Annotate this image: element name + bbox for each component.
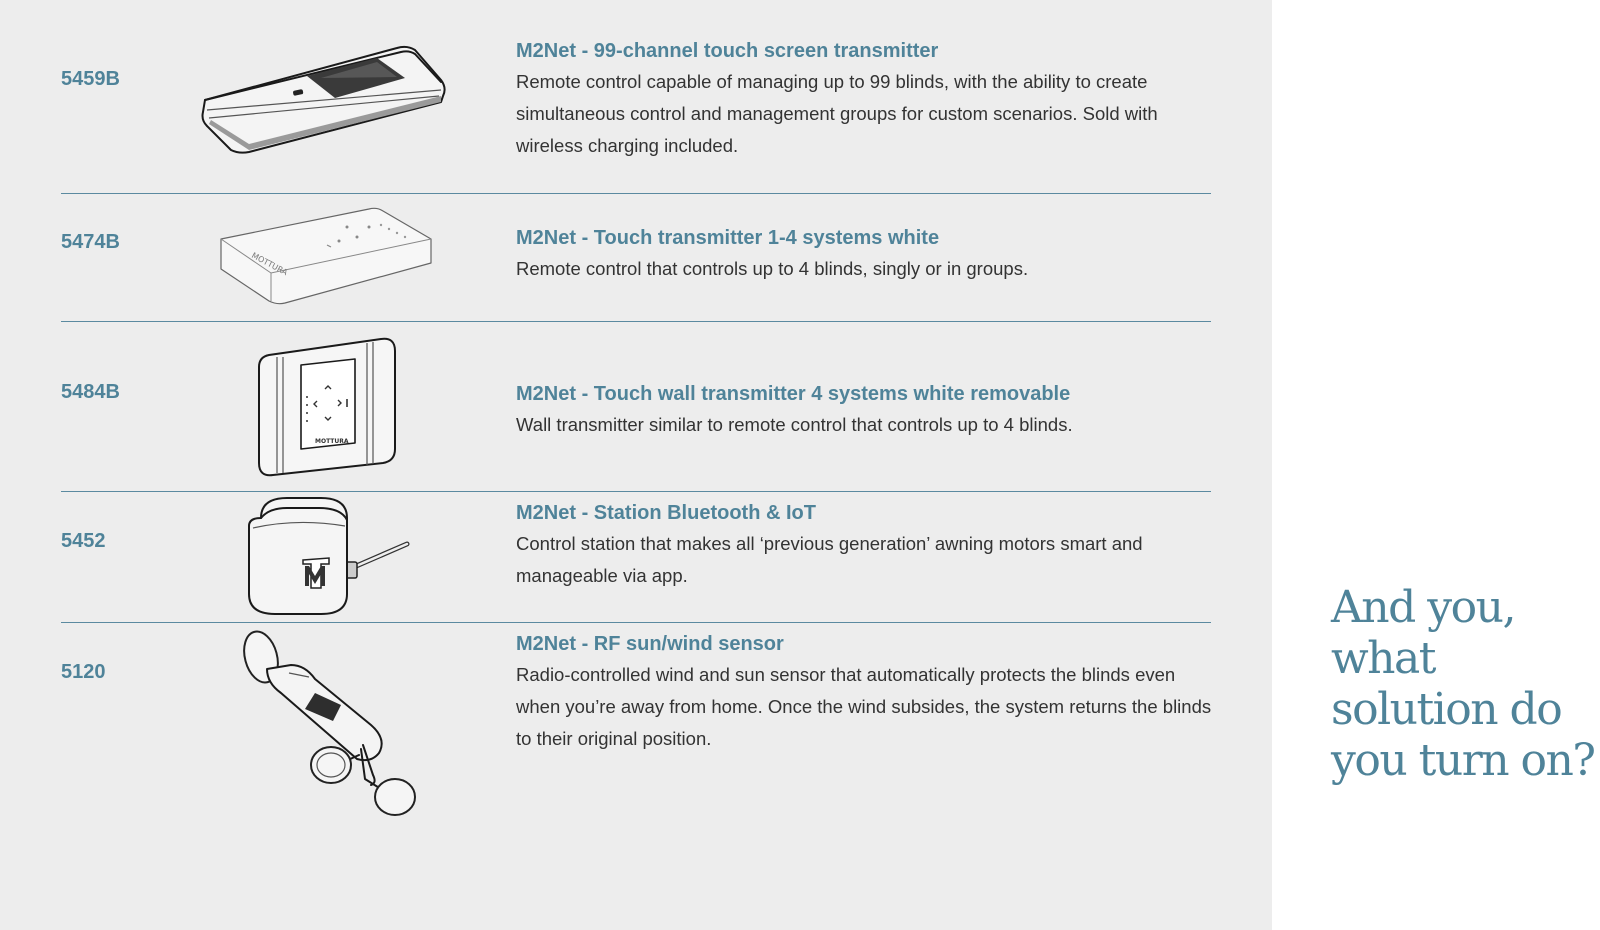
sun-wind-sensor-illustration [241,629,431,817]
product-row [61,36,1211,176]
product-code: 5474B [61,231,120,253]
bluetooth-station-illustration [247,498,417,618]
touch-screen-remote-illustration [201,40,451,152]
product-description: Radio-controlled wind and sun sensor that automatically protects the blinds even when you’re away from home. Once the wind subsides, the system returns the blinds to their original position. [516,664,1212,749]
product-title: M2Net - 99-channel touch screen transmitter [516,40,939,62]
tagline: And you, what solution do you turn on? [1331,582,1595,786]
product-text [516,629,1216,755]
product-row [61,629,1211,819]
product-code: 5120 [61,661,106,683]
product-title: M2Net - Touch transmitter 1-4 systems white [516,227,940,249]
product-text [516,379,1216,441]
product-code: 5452 [61,530,106,552]
product-code: 5459B [61,68,120,90]
product-text [516,36,1216,162]
row-divider [61,491,1211,492]
product-text [516,498,1216,592]
product-row [61,205,1211,315]
product-text [516,223,1216,285]
row-divider [61,321,1211,322]
product-code: 5484B [61,381,120,403]
product-title: M2Net - Station Bluetooth & IoT [516,502,816,524]
touch-remote-white-illustration [219,207,439,309]
product-description: Control station that makes all ‘previous generation’ awning motors smart and manageable via app. [516,533,1143,586]
svg-text:MOTTURA: MOTTURA [250,250,290,278]
product-row [61,498,1211,618]
wall-transmitter-illustration [255,337,401,477]
row-divider [61,622,1211,623]
row-divider [61,193,1211,194]
product-title: M2Net - Touch wall transmitter 4 systems white removable [516,383,1071,405]
svg-text:MOTTURA: MOTTURA [315,438,349,445]
product-description: Wall transmitter similar to remote control that controls up to 4 blinds. [516,414,1073,435]
product-row [61,333,1211,483]
product-description: Remote control capable of managing up to 99 blinds, with the ability to create simultaneous control and management groups for custom scenarios. Sold with wireless charging included. [516,71,1158,156]
product-description: Remote control that controls up to 4 blinds, singly or in groups. [516,258,1029,279]
product-title: M2Net - RF sun/wind sensor [516,633,784,655]
